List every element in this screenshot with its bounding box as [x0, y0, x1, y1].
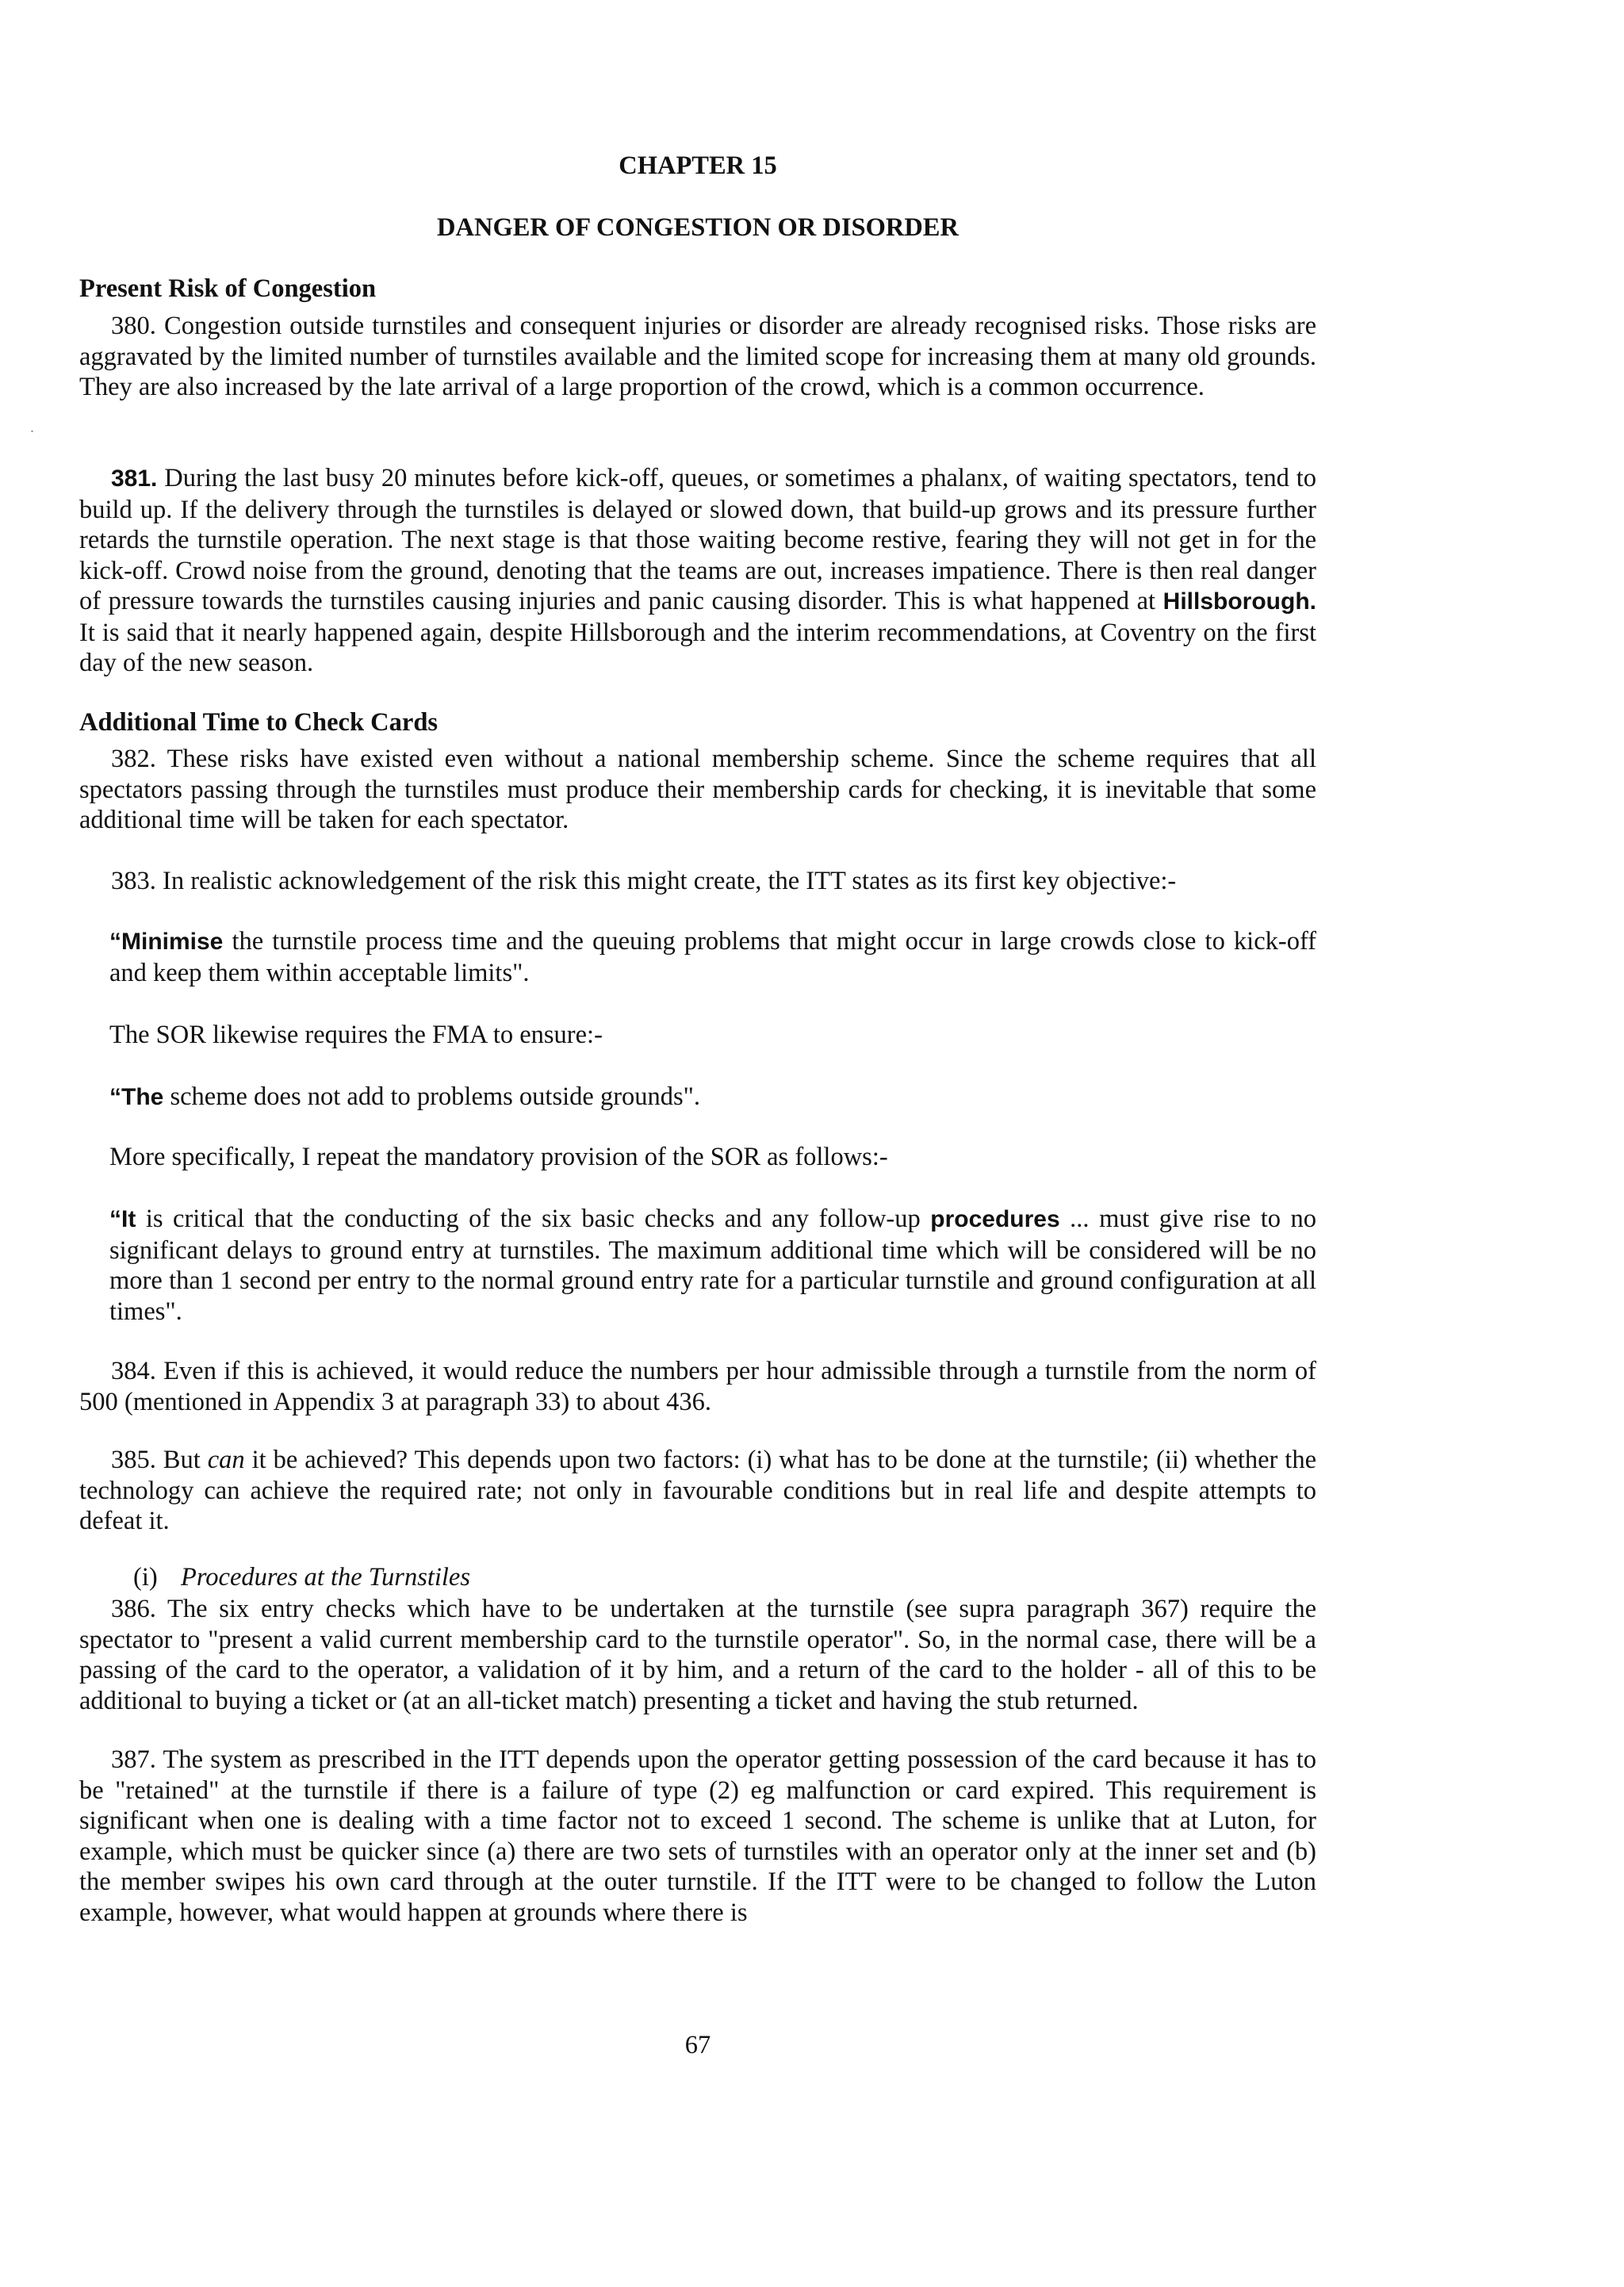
paragraph-382: 382. These risks have existed even without a national membership scheme. Since the scheme requires that all spectators passing through the turnstiles must produce their membership cards for checking, it is inevitable that some additional time will be taken for each spectator.: [79, 745, 1316, 834]
quote-text: scheme does not add to problems outside grounds".: [163, 1082, 701, 1111]
quote-text: is critical that the conducting of the six basic checks and any follow-up: [136, 1205, 931, 1233]
emphasis-procedures: procedures: [930, 1206, 1060, 1232]
quote-sor: [109, 1082, 700, 1113]
emphasis-can: can: [207, 1446, 245, 1474]
paragraph-text: it be achieved? This depends upon two factors: (i) what has to be done at the turnstile; (ii) whether the technology can achieve the required rate; not only in favourable conditions but in real life and despite attempts to defeat it.: [79, 1446, 1316, 1535]
subheading-title: Procedures at the Turnstiles: [181, 1563, 471, 1592]
section-heading-time: Additional Time to Check Cards: [79, 708, 439, 737]
sor-intro-line: The SOR likewise requires the FMA to ensure:-: [109, 1021, 603, 1049]
subheading-procedures: [133, 1562, 470, 1593]
quote-text: ... must give rise to no significant delays to ground entry at turnstiles. The maximum additional time which will be considered will be no more than 1 second per entry to the normal ground entry rate for a particular turnstile and ground configuration at all times".: [109, 1205, 1317, 1326]
quote-emphasis: “The: [109, 1084, 164, 1110]
paragraph-number: 381.: [111, 465, 158, 492]
paragraph-384: 384. Even if this is achieved, it would reduce the numbers per hour admissible through a turnstile from the norm of 500 (mentioned in Appendix 3 at paragraph 33) to about 436.: [79, 1357, 1316, 1416]
paragraph-text: 385. But: [111, 1446, 208, 1474]
paragraph-386: 386. The six entry checks which have to be undertaken at the turnstile (see supra paragraph 367) require the spectator to "present a valid current membership card to the turnstile operator". So, in the normal case, there will be a passing of the card to the operator, a validation of it by him, and a return of the card to the holder - all of this to be additional to buying a ticket or (at an all-ticket match) presenting a ticket and having the stub returned.: [79, 1595, 1316, 1715]
emphasis-hillsborough: Hillsborough.: [1162, 588, 1316, 615]
scan-speck: .: [30, 419, 34, 436]
quote-text: the turnstile process time and the queuing problems that might occur in large crowds close to kick-off and keep them within acceptable limits".: [109, 927, 1316, 987]
paragraph-387: 387. The system as prescribed in the ITT depends upon the operator getting possession of the card because it has to be "retained" at the turnstile if there is a failure of type (2) eg malfunction or card expired. This requirement is significant when one is dealing with a time factor not to exceed 1 second. The scheme is unlike that at Luton, for example, which must be quicker since (a) there are two sets of turnstiles with an operator only at the inner set and (b) the member swipes his own card through at the outer turnstile. If the ITT were to be changed to follow the Luton example, however, what would happen at grounds where there is: [79, 1745, 1316, 1927]
paragraph-text: It is said that it nearly happened again, despite Hillsborough and the interim recommendations, at Coventry on the first day of the new season.: [79, 618, 1316, 677]
quote-emphasis: “Minimise: [109, 929, 224, 955]
paragraph-385: [79, 1445, 1316, 1537]
paragraph-380: 380. Congestion outside turnstiles and consequent injuries or disorder are already recognised risks. Those risks are aggravated by the limited number of turnstiles available and the limited scope for increasing them at many old grounds. They are also increased by the late arrival of a large proportion of the crowd, which is a common occurrence.: [79, 312, 1316, 401]
paragraph-text: During the last busy 20 minutes before kick-off, queues, or sometimes a phalanx, of waiting spectators, tend to build up. If the delivery through the turnstiles is delayed or slowed down, that build-up grows and its pressure further retards the turnstile operation. The next stage is that those waiting become restive, fearing they will not get in for the kick-off. Crowd noise from the ground, denoting that the teams are out, increases impatience. There is then real danger of pressure towards the turnstiles causing injuries and panic causing disorder. This is what happened at: [79, 464, 1316, 615]
chapter-heading: CHAPTER 15: [619, 151, 777, 180]
mandatory-intro-line: More specifically, I repeat the mandatory provision of the SOR as follows:-: [109, 1143, 888, 1171]
quote-emphasis: “It: [109, 1206, 136, 1232]
section-heading-risk: Present Risk of Congestion: [79, 274, 377, 303]
paragraph-381: [79, 463, 1316, 679]
page-number: 67: [684, 2031, 711, 2059]
chapter-title: DANGER OF CONGESTION OR DISORDER: [437, 213, 959, 242]
quote-itt-objective: [109, 926, 1316, 988]
quote-mandatory-provision: [109, 1204, 1316, 1327]
subheading-number: (i): [133, 1563, 158, 1592]
paragraph-383: 383. In realistic acknowledgement of the risk this might create, the ITT states as its first key objective:-: [111, 867, 1177, 895]
